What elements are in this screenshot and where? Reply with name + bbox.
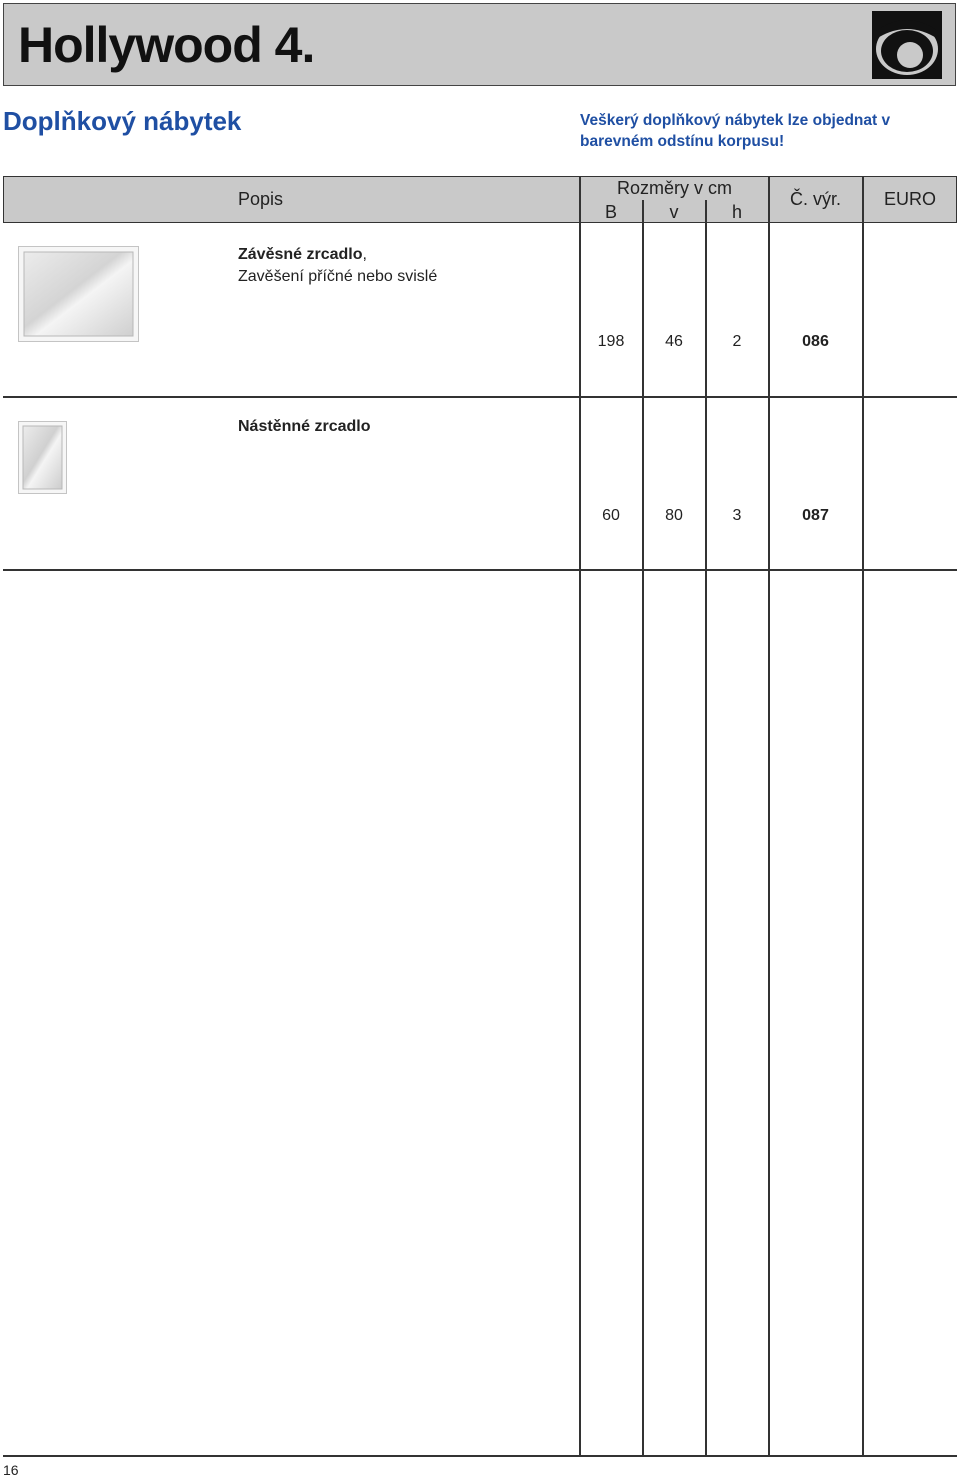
row-1-description xyxy=(238,244,437,288)
order-note: Veškerý doplňkový nábytek lze objednat v barevném odstínu korpusu! xyxy=(580,112,891,150)
header-cislo: Č. výr. xyxy=(789,189,841,209)
section-subtitle: Doplňkový nábytek xyxy=(3,106,242,136)
column-line xyxy=(579,176,581,1456)
header-rozmery: Rozměry v cm xyxy=(616,178,732,198)
header-h: h xyxy=(731,202,742,222)
row-2-h: 3 xyxy=(732,507,742,524)
page-number: 16 xyxy=(3,1462,19,1478)
row-2-name: Nástěnné zrcadlo xyxy=(238,418,371,435)
row-1-b: 198 xyxy=(597,333,625,350)
row-2-code: 087 xyxy=(802,507,829,524)
table-bottom-line xyxy=(3,1455,957,1457)
header-b: B xyxy=(604,202,617,222)
header-popis: Popis xyxy=(238,189,284,209)
column-line xyxy=(768,176,770,1456)
header-euro: EURO xyxy=(883,189,936,209)
row-2-b: 60 xyxy=(602,507,620,524)
row-1-code: 086 xyxy=(802,333,829,350)
header-divider xyxy=(705,200,707,223)
hanging-mirror-image xyxy=(18,246,139,342)
row-1-name: Závěsné zrcadlo xyxy=(238,246,363,263)
row-1-name-suffix: , xyxy=(362,246,367,263)
page-title: Hollywood 4. xyxy=(18,17,315,73)
column-line xyxy=(642,223,644,1456)
row-2-v: 80 xyxy=(665,507,683,524)
header-divider xyxy=(642,200,644,223)
wall-mirror-image xyxy=(18,421,67,494)
row-1-line2: Zavěšení příčné nebo svislé xyxy=(238,268,438,285)
brand-logo-icon xyxy=(872,11,942,79)
row-1-v: 46 xyxy=(665,333,683,350)
row-2-description xyxy=(238,416,370,438)
header-v: v xyxy=(669,202,679,222)
column-line xyxy=(862,176,864,1456)
row-separator xyxy=(3,396,957,398)
row-1-h: 2 xyxy=(732,333,742,350)
column-line xyxy=(705,223,707,1456)
row-separator xyxy=(3,569,957,571)
